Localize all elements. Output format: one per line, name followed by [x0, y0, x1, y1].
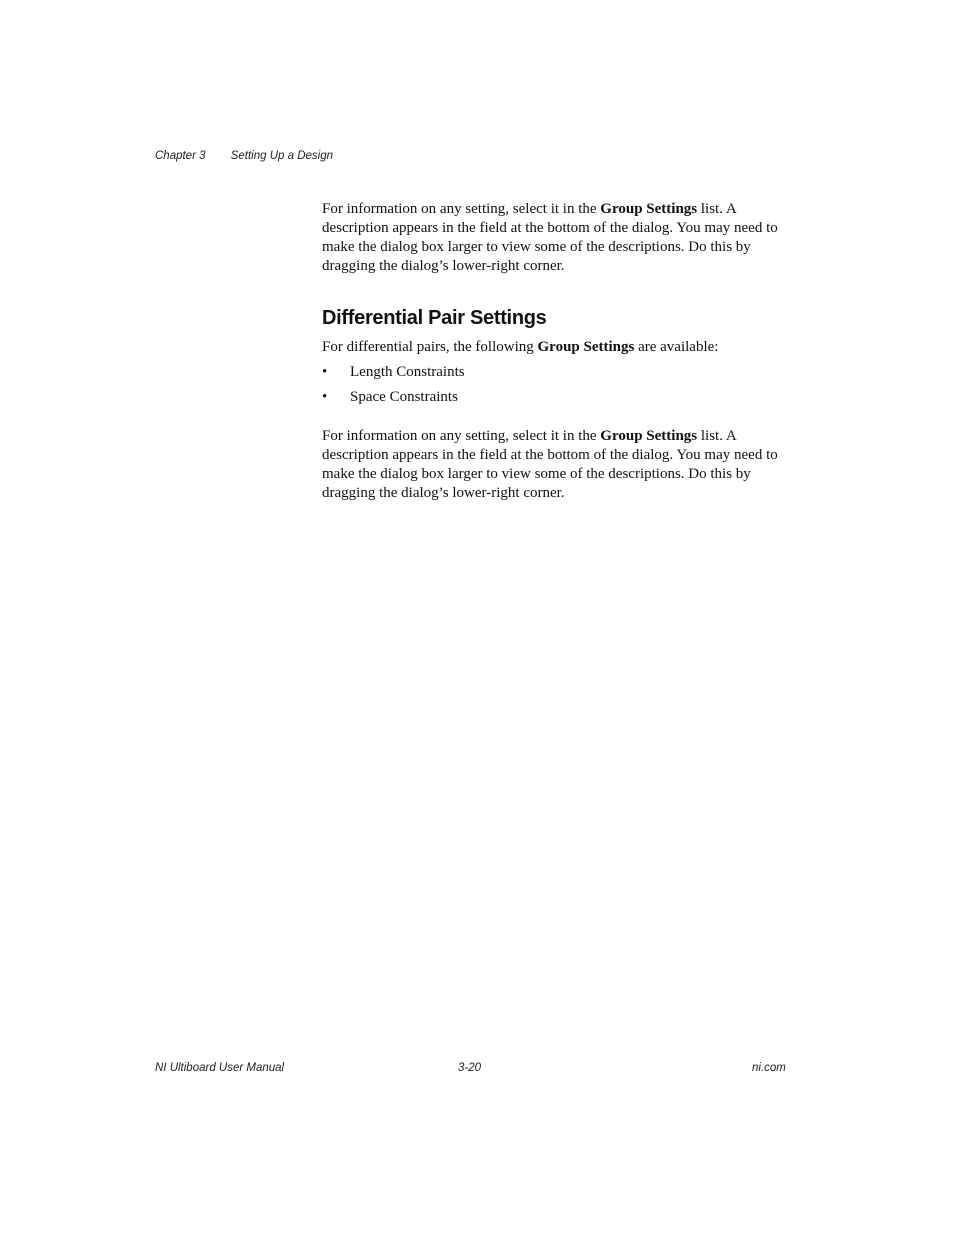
footer-website: ni.com — [752, 1062, 786, 1074]
section-paragraph — [322, 427, 792, 503]
section-paragraph-bold-term: Group Settings — [600, 428, 698, 444]
intro-paragraph-text-before: For information on any setting, select it in the — [322, 201, 601, 217]
section-intro-text-after: are available: — [634, 339, 719, 355]
list-item-text: Length Constraints — [350, 364, 465, 380]
section-intro — [322, 338, 792, 357]
settings-list — [322, 363, 792, 407]
section-intro-bold-term: Group Settings — [537, 339, 635, 355]
main-content — [322, 200, 792, 503]
section-paragraph-text-before: For information on any setting, select it in the — [322, 428, 601, 444]
bullet-marker: • — [322, 364, 328, 380]
section-paragraph-text-after: list. A description appears in the field at the bottom of the dialog. You may need to make the dialog box larger to view some of the descriptions. Do this by dragging the dialog’s lower-right corner. — [322, 428, 778, 501]
intro-paragraph — [322, 200, 792, 276]
footer-manual-title: NI Ultiboard User Manual — [155, 1062, 285, 1074]
footer-page-number: 3-20 — [458, 1062, 482, 1074]
list-item — [322, 363, 792, 382]
section-intro-text-before: For differential pairs, the following — [322, 339, 538, 355]
running-header — [155, 150, 333, 162]
intro-paragraph-bold-term: Group Settings — [600, 201, 698, 217]
list-item-text: Space Constraints — [350, 389, 458, 405]
section-heading: Differential Pair Settings — [322, 307, 547, 329]
chapter-label: Chapter 3 — [155, 150, 206, 162]
list-item — [322, 388, 792, 407]
bullet-marker: • — [322, 389, 328, 405]
intro-paragraph-text-after: list. A description appears in the field at the bottom of the dialog. You may need to make the dialog box larger to view some of the descriptions. Do this by dragging the dialog’s lower-right corner. — [322, 201, 778, 274]
chapter-title: Setting Up a Design — [230, 150, 334, 162]
